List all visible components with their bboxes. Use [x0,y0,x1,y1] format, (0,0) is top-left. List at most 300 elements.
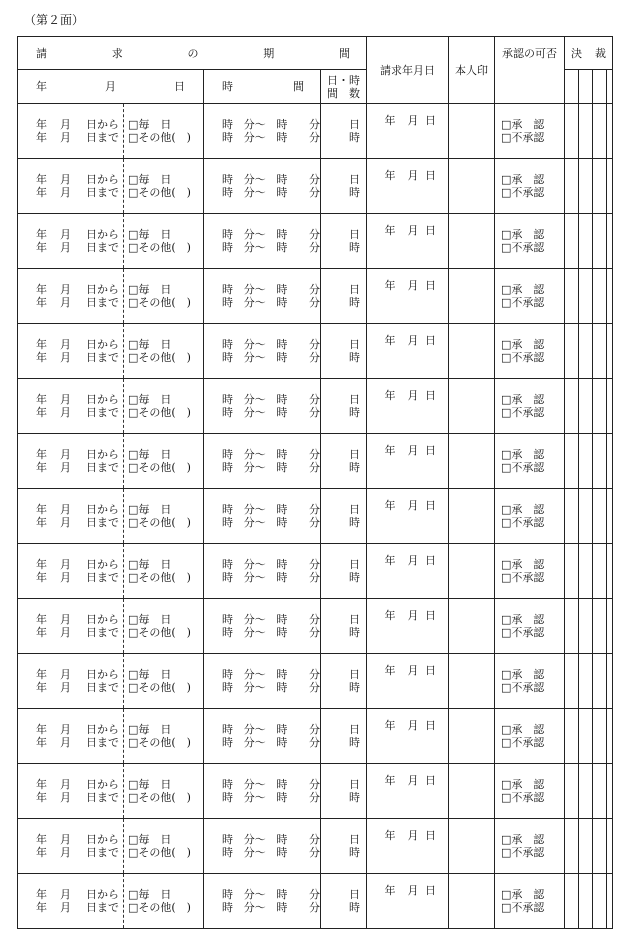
date-range-cell[interactable] [18,764,124,819]
seal-cell[interactable] [449,709,495,764]
date-range-cell[interactable] [18,214,124,269]
daily-checkbox[interactable]: □毎 日 [128,283,172,296]
decision-cell[interactable] [565,70,579,104]
approval-cell [495,324,565,379]
minute-label: 分 [309,393,320,406]
seal-cell[interactable] [449,819,495,874]
hour-unit-label: 時 [349,681,360,694]
daily-checkbox[interactable]: □毎 日 [128,558,172,571]
decision-cell[interactable] [579,269,593,324]
date-range-cell[interactable] [18,874,124,929]
decision-cell[interactable] [607,214,613,269]
reject-checkbox[interactable]: □不承認 [501,736,545,749]
reject-checkbox[interactable]: □不承認 [501,406,545,419]
unit-cell[interactable] [321,819,367,874]
time-range-cell[interactable] [204,599,321,654]
request-date-cell[interactable] [367,379,449,434]
minute-from-label: 分〜 [243,503,266,516]
hour-label: 時 [276,351,288,364]
request-date-cell[interactable] [367,819,449,874]
request-date-cell[interactable] [367,654,449,709]
minute-label: 分 [309,558,320,571]
seal-cell[interactable] [449,379,495,434]
request-row [18,434,613,489]
decision-cell[interactable] [593,819,607,874]
request-date-cell[interactable] [367,214,449,269]
decision-cell[interactable] [565,599,579,654]
decision-cell[interactable] [593,159,607,214]
approve-checkbox[interactable]: □承 認 [501,888,545,901]
decision-cell[interactable] [607,599,613,654]
frequency-cell [124,104,204,159]
daily-checkbox[interactable]: □毎 日 [128,613,172,626]
request-date-cell[interactable] [367,324,449,379]
hour-unit-label: 時 [349,406,360,419]
daily-checkbox[interactable]: □毎 日 [128,228,172,241]
minute-label: 分 [309,791,320,804]
time-range-cell[interactable] [204,159,321,214]
unit-cell[interactable] [321,269,367,324]
seal-cell[interactable] [449,324,495,379]
time-header [204,70,321,104]
year-label: 年 [36,406,47,419]
date-char: 年 [36,80,47,93]
other-checkbox[interactable]: □その他( ) [128,406,191,419]
decision-cell[interactable] [607,819,613,874]
hour-label: 時 [222,228,233,241]
date-range-cell[interactable] [18,379,124,434]
day-label: 日 [425,224,436,237]
month-label: 月 [407,169,419,182]
decision-cell[interactable] [565,214,579,269]
reject-checkbox[interactable]: □不承認 [501,791,545,804]
time-range-cell[interactable] [204,324,321,379]
minute-from-label: 分〜 [243,338,266,351]
date-range-cell[interactable] [18,599,124,654]
decision-cell[interactable] [579,709,593,764]
hour-unit-label: 時 [349,131,360,144]
approve-checkbox[interactable]: □承 認 [501,283,545,296]
request-date-cell[interactable] [367,159,449,214]
hour-label: 時 [276,228,288,241]
reject-checkbox[interactable]: □不承認 [501,351,545,364]
date-range-cell[interactable] [18,104,124,159]
reject-checkbox[interactable]: □不承認 [501,131,545,144]
request-date-cell[interactable] [367,544,449,599]
unit-header-line1: 日・時 [327,73,360,87]
decision-cell[interactable] [579,654,593,709]
unit-cell[interactable] [321,489,367,544]
year-label: 年 [36,131,47,144]
decision-cell[interactable] [593,599,607,654]
request-date-cell[interactable] [367,434,449,489]
unit-cell[interactable] [321,709,367,764]
year-label: 年 [36,571,47,584]
reject-checkbox[interactable]: □不承認 [501,626,545,639]
daily-checkbox[interactable]: □毎 日 [128,173,172,186]
other-checkbox[interactable]: □その他( ) [128,461,191,474]
minute-label: 分 [309,503,320,516]
reject-checkbox[interactable]: □不承認 [501,681,545,694]
approve-checkbox[interactable]: □承 認 [501,338,545,351]
approval-cell [495,654,565,709]
day-from-label: 日から [86,338,119,351]
reject-checkbox[interactable]: □不承認 [501,186,545,199]
other-checkbox[interactable]: □その他( ) [128,846,191,859]
decision-cell[interactable] [607,324,613,379]
frequency-cell [124,544,204,599]
month-label: 月 [60,118,71,131]
year-label: 年 [384,884,396,897]
hour-label: 時 [276,448,288,461]
decision-cell[interactable] [593,434,607,489]
seal-cell[interactable] [449,544,495,599]
decision-cell[interactable] [593,764,607,819]
decision-cell[interactable] [579,874,593,929]
daily-checkbox[interactable]: □毎 日 [128,118,172,131]
month-label: 月 [407,829,419,842]
frequency-cell [124,874,204,929]
hour-label: 時 [276,516,288,529]
hour-label: 時 [222,846,233,859]
approve-checkbox[interactable]: □承 認 [501,118,545,131]
decision-cell[interactable] [565,544,579,599]
date-range-cell[interactable] [18,159,124,214]
seal-cell[interactable] [449,874,495,929]
month-label: 月 [407,609,419,622]
request-date-cell[interactable] [367,104,449,159]
frequency-cell [124,764,204,819]
day-to-label: 日まで [86,901,119,914]
decision-cell[interactable] [565,489,579,544]
unit-cell[interactable] [321,654,367,709]
request-date-cell[interactable] [367,489,449,544]
request-row [18,819,613,874]
frequency-cell [124,324,204,379]
request-date-cell[interactable] [367,764,449,819]
hour-unit-label: 時 [349,461,360,474]
year-label: 年 [36,791,47,804]
decision-cell[interactable] [565,874,579,929]
unit-cell[interactable] [321,104,367,159]
hour-label: 時 [276,681,288,694]
request-row [18,764,613,819]
decision-cell[interactable] [579,434,593,489]
minute-label: 分 [309,296,320,309]
daily-checkbox[interactable]: □毎 日 [128,448,172,461]
other-checkbox[interactable]: □その他( ) [128,516,191,529]
decision-cell[interactable] [593,709,607,764]
decision-cell[interactable] [579,324,593,379]
decision-cell[interactable] [579,379,593,434]
decision-cell[interactable] [593,104,607,159]
hour-label: 時 [276,626,288,639]
year-label: 年 [36,723,47,736]
decision-cell[interactable] [607,159,613,214]
date-range-cell[interactable] [18,819,124,874]
year-label: 年 [36,778,47,791]
request-date-cell[interactable] [367,709,449,764]
year-label: 年 [36,461,47,474]
time-range-cell[interactable] [204,709,321,764]
month-label: 月 [407,334,419,347]
time-range-cell[interactable] [204,214,321,269]
decision-cell[interactable] [579,214,593,269]
time-char: 間 [293,80,304,93]
time-range-cell[interactable] [204,654,321,709]
hour-label: 時 [276,283,288,296]
minute-from-label: 分〜 [243,131,266,144]
month-label: 月 [407,554,419,567]
reject-checkbox[interactable]: □不承認 [501,461,545,474]
time-range-cell[interactable] [204,379,321,434]
reject-checkbox[interactable]: □不承認 [501,296,545,309]
decision-cell[interactable] [565,709,579,764]
year-label: 年 [384,609,396,622]
hour-label: 時 [222,503,233,516]
date-range-cell[interactable] [18,489,124,544]
approve-checkbox[interactable]: □承 認 [501,723,545,736]
date-range-cell[interactable] [18,324,124,379]
seal-cell[interactable] [449,214,495,269]
decision-cell[interactable] [593,379,607,434]
decision-cell[interactable] [607,489,613,544]
request-date-cell[interactable] [367,269,449,324]
approve-checkbox[interactable]: □承 認 [501,228,545,241]
decision-cell[interactable] [593,70,607,104]
time-range-cell[interactable] [204,764,321,819]
approve-checkbox[interactable]: □承 認 [501,558,545,571]
year-label: 年 [384,719,396,732]
approve-checkbox[interactable]: □承 認 [501,393,545,406]
month-label: 月 [60,778,71,791]
date-range-cell[interactable] [18,654,124,709]
decision-cell[interactable] [607,764,613,819]
decision-cell[interactable] [607,874,613,929]
minute-label: 分 [309,668,320,681]
daily-checkbox[interactable]: □毎 日 [128,723,172,736]
decision-cell[interactable] [579,819,593,874]
decision-char: 裁 [595,46,606,60]
year-label: 年 [384,554,396,567]
time-range-cell[interactable] [204,104,321,159]
seal-cell[interactable] [449,599,495,654]
decision-cell[interactable] [579,70,593,104]
other-checkbox[interactable]: □その他( ) [128,351,191,364]
hour-unit-label: 時 [349,186,360,199]
day-from-label: 日から [86,778,119,791]
month-label: 月 [60,626,71,639]
daily-checkbox[interactable]: □毎 日 [128,668,172,681]
date-range-cell[interactable] [18,269,124,324]
seal-cell[interactable] [449,159,495,214]
month-label: 月 [60,558,71,571]
seal-cell[interactable] [449,764,495,819]
seal-cell[interactable] [449,489,495,544]
decision-cell[interactable] [579,599,593,654]
unit-cell[interactable] [321,544,367,599]
hour-label: 時 [222,118,233,131]
seal-cell[interactable] [449,104,495,159]
reject-checkbox[interactable]: □不承認 [501,571,545,584]
date-header [18,70,204,104]
date-range-cell[interactable] [18,709,124,764]
daily-checkbox[interactable]: □毎 日 [128,888,172,901]
day-to-label: 日まで [86,351,119,364]
hour-label: 時 [222,338,233,351]
decision-cell[interactable] [579,764,593,819]
request-row [18,709,613,764]
decision-cell[interactable] [607,104,613,159]
time-range-cell[interactable] [204,269,321,324]
decision-cell[interactable] [565,159,579,214]
daily-checkbox[interactable]: □毎 日 [128,833,172,846]
seal-cell[interactable] [449,269,495,324]
decision-cell[interactable] [565,764,579,819]
reject-checkbox[interactable]: □不承認 [501,901,545,914]
month-label: 月 [60,406,71,419]
other-checkbox[interactable]: □その他( ) [128,241,191,254]
decision-cell[interactable] [565,819,579,874]
unit-cell[interactable] [321,874,367,929]
day-to-label: 日まで [86,516,119,529]
unit-cell[interactable] [321,324,367,379]
approve-checkbox[interactable]: □承 認 [501,668,545,681]
decision-cell[interactable] [607,269,613,324]
decision-cell[interactable] [579,104,593,159]
unit-cell[interactable] [321,434,367,489]
unit-cell[interactable] [321,599,367,654]
approval-header: 承認の可否 [495,37,565,104]
date-range-cell[interactable] [18,434,124,489]
minute-label: 分 [309,901,320,914]
hour-label: 時 [222,558,233,571]
decision-cell[interactable] [607,70,613,104]
other-checkbox[interactable]: □その他( ) [128,131,191,144]
unit-cell[interactable] [321,379,367,434]
approve-checkbox[interactable]: □承 認 [501,778,545,791]
request-row [18,104,613,159]
unit-cell[interactable] [321,159,367,214]
minute-label: 分 [309,723,320,736]
month-label: 月 [60,681,71,694]
day-unit-label: 日 [349,338,360,351]
decision-cell[interactable] [607,434,613,489]
time-range-cell[interactable] [204,544,321,599]
decision-cell[interactable] [565,434,579,489]
approve-checkbox[interactable]: □承 認 [501,833,545,846]
approve-checkbox[interactable]: □承 認 [501,503,545,516]
decision-cell[interactable] [593,214,607,269]
unit-cell[interactable] [321,214,367,269]
decision-cell[interactable] [593,874,607,929]
decision-cell[interactable] [565,379,579,434]
seal-header: 本人印 [449,37,495,104]
hour-label: 時 [222,571,233,584]
decision-cell[interactable] [593,544,607,599]
day-from-label: 日から [86,228,119,241]
year-label: 年 [384,224,396,237]
time-range-cell[interactable] [204,434,321,489]
hour-label: 時 [276,241,288,254]
hour-label: 時 [276,173,288,186]
decision-cell[interactable] [565,104,579,159]
approve-checkbox[interactable]: □承 認 [501,173,545,186]
month-label: 月 [407,774,419,787]
time-range-cell[interactable] [204,489,321,544]
decision-cell[interactable] [607,379,613,434]
daily-checkbox[interactable]: □毎 日 [128,393,172,406]
approve-checkbox[interactable]: □承 認 [501,613,545,626]
decision-cell[interactable] [579,489,593,544]
date-range-cell[interactable] [18,544,124,599]
decision-cell[interactable] [607,544,613,599]
other-checkbox[interactable]: □その他( ) [128,571,191,584]
hour-label: 時 [276,846,288,859]
approve-checkbox[interactable]: □承 認 [501,448,545,461]
decision-cell[interactable] [593,324,607,379]
day-label: 日 [425,609,436,622]
period-char: 求 [111,46,123,60]
other-checkbox[interactable]: □その他( ) [128,186,191,199]
decision-cell[interactable] [565,654,579,709]
reject-checkbox[interactable]: □不承認 [501,846,545,859]
decision-cell[interactable] [593,654,607,709]
minute-from-label: 分〜 [243,516,266,529]
year-label: 年 [384,114,396,127]
other-checkbox[interactable]: □その他( ) [128,681,191,694]
day-to-label: 日まで [86,406,119,419]
request-date-cell[interactable] [367,599,449,654]
year-label: 年 [36,393,47,406]
reject-checkbox[interactable]: □不承認 [501,516,545,529]
daily-checkbox[interactable]: □毎 日 [128,338,172,351]
daily-checkbox[interactable]: □毎 日 [128,778,172,791]
hour-unit-label: 時 [349,626,360,639]
seal-cell[interactable] [449,654,495,709]
decision-cell[interactable] [579,159,593,214]
other-checkbox[interactable]: □その他( ) [128,296,191,309]
decision-cell[interactable] [593,489,607,544]
decision-cell[interactable] [565,269,579,324]
other-checkbox[interactable]: □その他( ) [128,626,191,639]
unit-cell[interactable] [321,764,367,819]
decision-cell[interactable] [607,654,613,709]
month-label: 月 [60,461,71,474]
month-label: 月 [60,791,71,804]
day-unit-label: 日 [349,228,360,241]
request-date-cell[interactable] [367,874,449,929]
time-range-cell[interactable] [204,874,321,929]
page-label: （第２面） [24,13,85,27]
time-range-cell[interactable] [204,819,321,874]
seal-cell[interactable] [449,434,495,489]
day-from-label: 日から [86,888,119,901]
decision-cell[interactable] [565,324,579,379]
year-label: 年 [384,664,396,677]
other-checkbox[interactable]: □その他( ) [128,736,191,749]
reject-checkbox[interactable]: □不承認 [501,241,545,254]
month-label: 月 [60,613,71,626]
decision-cell[interactable] [593,269,607,324]
decision-cell[interactable] [579,544,593,599]
approval-cell [495,489,565,544]
daily-checkbox[interactable]: □毎 日 [128,503,172,516]
other-checkbox[interactable]: □その他( ) [128,791,191,804]
other-checkbox[interactable]: □その他( ) [128,901,191,914]
frequency-cell [124,654,204,709]
decision-cell[interactable] [607,709,613,764]
